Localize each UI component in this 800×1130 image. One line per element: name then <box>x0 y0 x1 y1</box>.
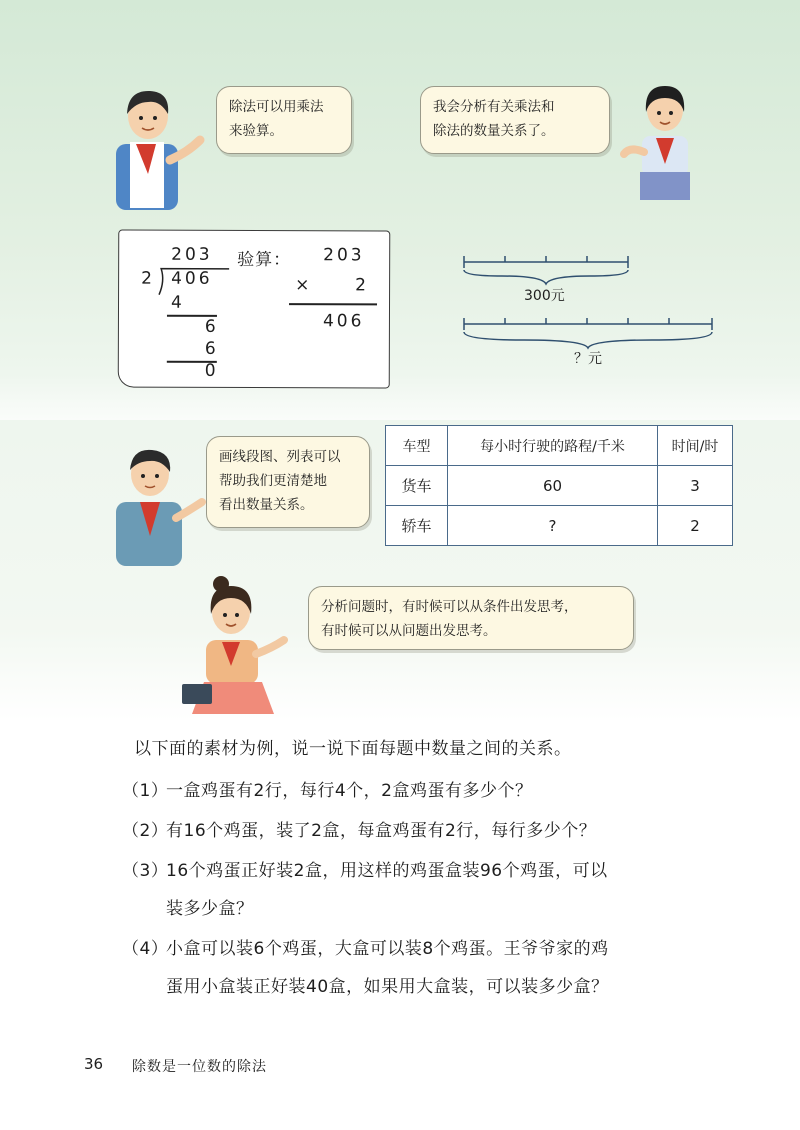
problem-4-continued <box>166 972 609 997</box>
multiplication-line <box>289 303 377 305</box>
table-cell: 2 <box>658 506 733 546</box>
page-number: 36 <box>84 1055 104 1073</box>
bubble-line: 来验算。 <box>229 123 283 139</box>
table-cell: 轿车 <box>386 506 448 546</box>
check-factor-1: 203 <box>323 245 365 266</box>
problem-text: 一盒鸡蛋有2行，每行4个，2盒鸡蛋有多少个？ <box>166 781 533 801</box>
problem-text: 装多少盒？ <box>166 899 254 919</box>
bubble-line: 分析问题时，有时候可以从条件出发思考， <box>321 599 578 615</box>
speech-bubble-diagram <box>206 436 370 528</box>
bubble-line: 有时候可以从问题出发思考。 <box>321 623 497 639</box>
table-row <box>386 466 733 506</box>
check-product: 406 <box>322 311 365 332</box>
table-header: 车型 <box>386 426 448 466</box>
table-header: 每小时行驶的路程/千米 <box>448 426 658 466</box>
table-row <box>386 506 733 546</box>
problem-3 <box>122 856 608 881</box>
step-1: 4 <box>170 292 185 313</box>
girl-illustration <box>620 76 710 200</box>
segment-label-known: 300元 <box>524 288 565 304</box>
bubble-line: 除法的数量关系了。 <box>433 123 555 139</box>
dividend: 406 <box>171 268 213 289</box>
bubble-line: 除法可以用乘法 <box>229 99 324 115</box>
bubble-line: 帮助我们更清楚地 <box>219 473 327 489</box>
segment-label-unknown: ？元 <box>574 351 602 367</box>
problem-1 <box>122 776 532 801</box>
problem-text: 小盒可以装6个鸡蛋，大盒可以装8个鸡蛋。王爷爷家的鸡 <box>166 939 609 959</box>
instruction-text: 以下面的素材为例，说一说下面每题中数量之间的关系。 <box>134 739 572 759</box>
check-factor-2: 2 <box>355 275 369 296</box>
step-2: 6 <box>204 316 219 337</box>
boy-illustration-2 <box>110 440 206 566</box>
table-cell: ? <box>448 506 658 546</box>
vehicle-table <box>385 425 733 546</box>
problem-2 <box>122 816 596 841</box>
chapter-title: 除数是一位数的除法 <box>132 1059 267 1075</box>
table-header-row <box>386 426 733 466</box>
problem-number: （4） <box>122 939 169 959</box>
division-worksheet <box>118 230 391 389</box>
problem-4 <box>122 934 609 959</box>
bubble-line: 看出数量关系。 <box>219 497 314 513</box>
bubble-line: 画线段图、列表可以 <box>219 449 341 465</box>
problem-number: （2） <box>122 821 169 841</box>
table-cell: 60 <box>448 466 658 506</box>
problem-text: 蛋用小盒装正好装40盒，如果用大盒装，可以装多少盒？ <box>166 977 609 997</box>
problem-text: 16个鸡蛋正好装2盒，用这样的鸡蛋盒装96个鸡蛋，可以 <box>166 861 608 881</box>
problem-text: 有16个鸡蛋，装了2盒，每盒鸡蛋有2行，每行多少个？ <box>166 821 597 841</box>
boy-illustration <box>108 82 208 210</box>
table-cell: 3 <box>658 466 733 506</box>
speech-bubble-verify <box>216 86 352 154</box>
speech-bubble-analyze <box>420 86 610 154</box>
remainder: 0 <box>204 360 219 381</box>
times-sign: × <box>295 275 313 296</box>
check-label: 验算： <box>237 249 292 271</box>
problem-3-continued <box>166 894 254 919</box>
problem-number: （1） <box>122 781 169 801</box>
speech-bubble-strategy <box>308 586 634 650</box>
table-header: 时间/时 <box>658 426 733 466</box>
problem-number: （3） <box>122 861 169 881</box>
table-cell: 货车 <box>386 466 448 506</box>
divisor: 2 <box>141 268 155 289</box>
bubble-line: 我会分析有关乘法和 <box>433 99 555 115</box>
quotient: 203 <box>171 244 213 265</box>
step-3: 6 <box>204 338 219 359</box>
girl-illustration-2 <box>180 574 290 714</box>
